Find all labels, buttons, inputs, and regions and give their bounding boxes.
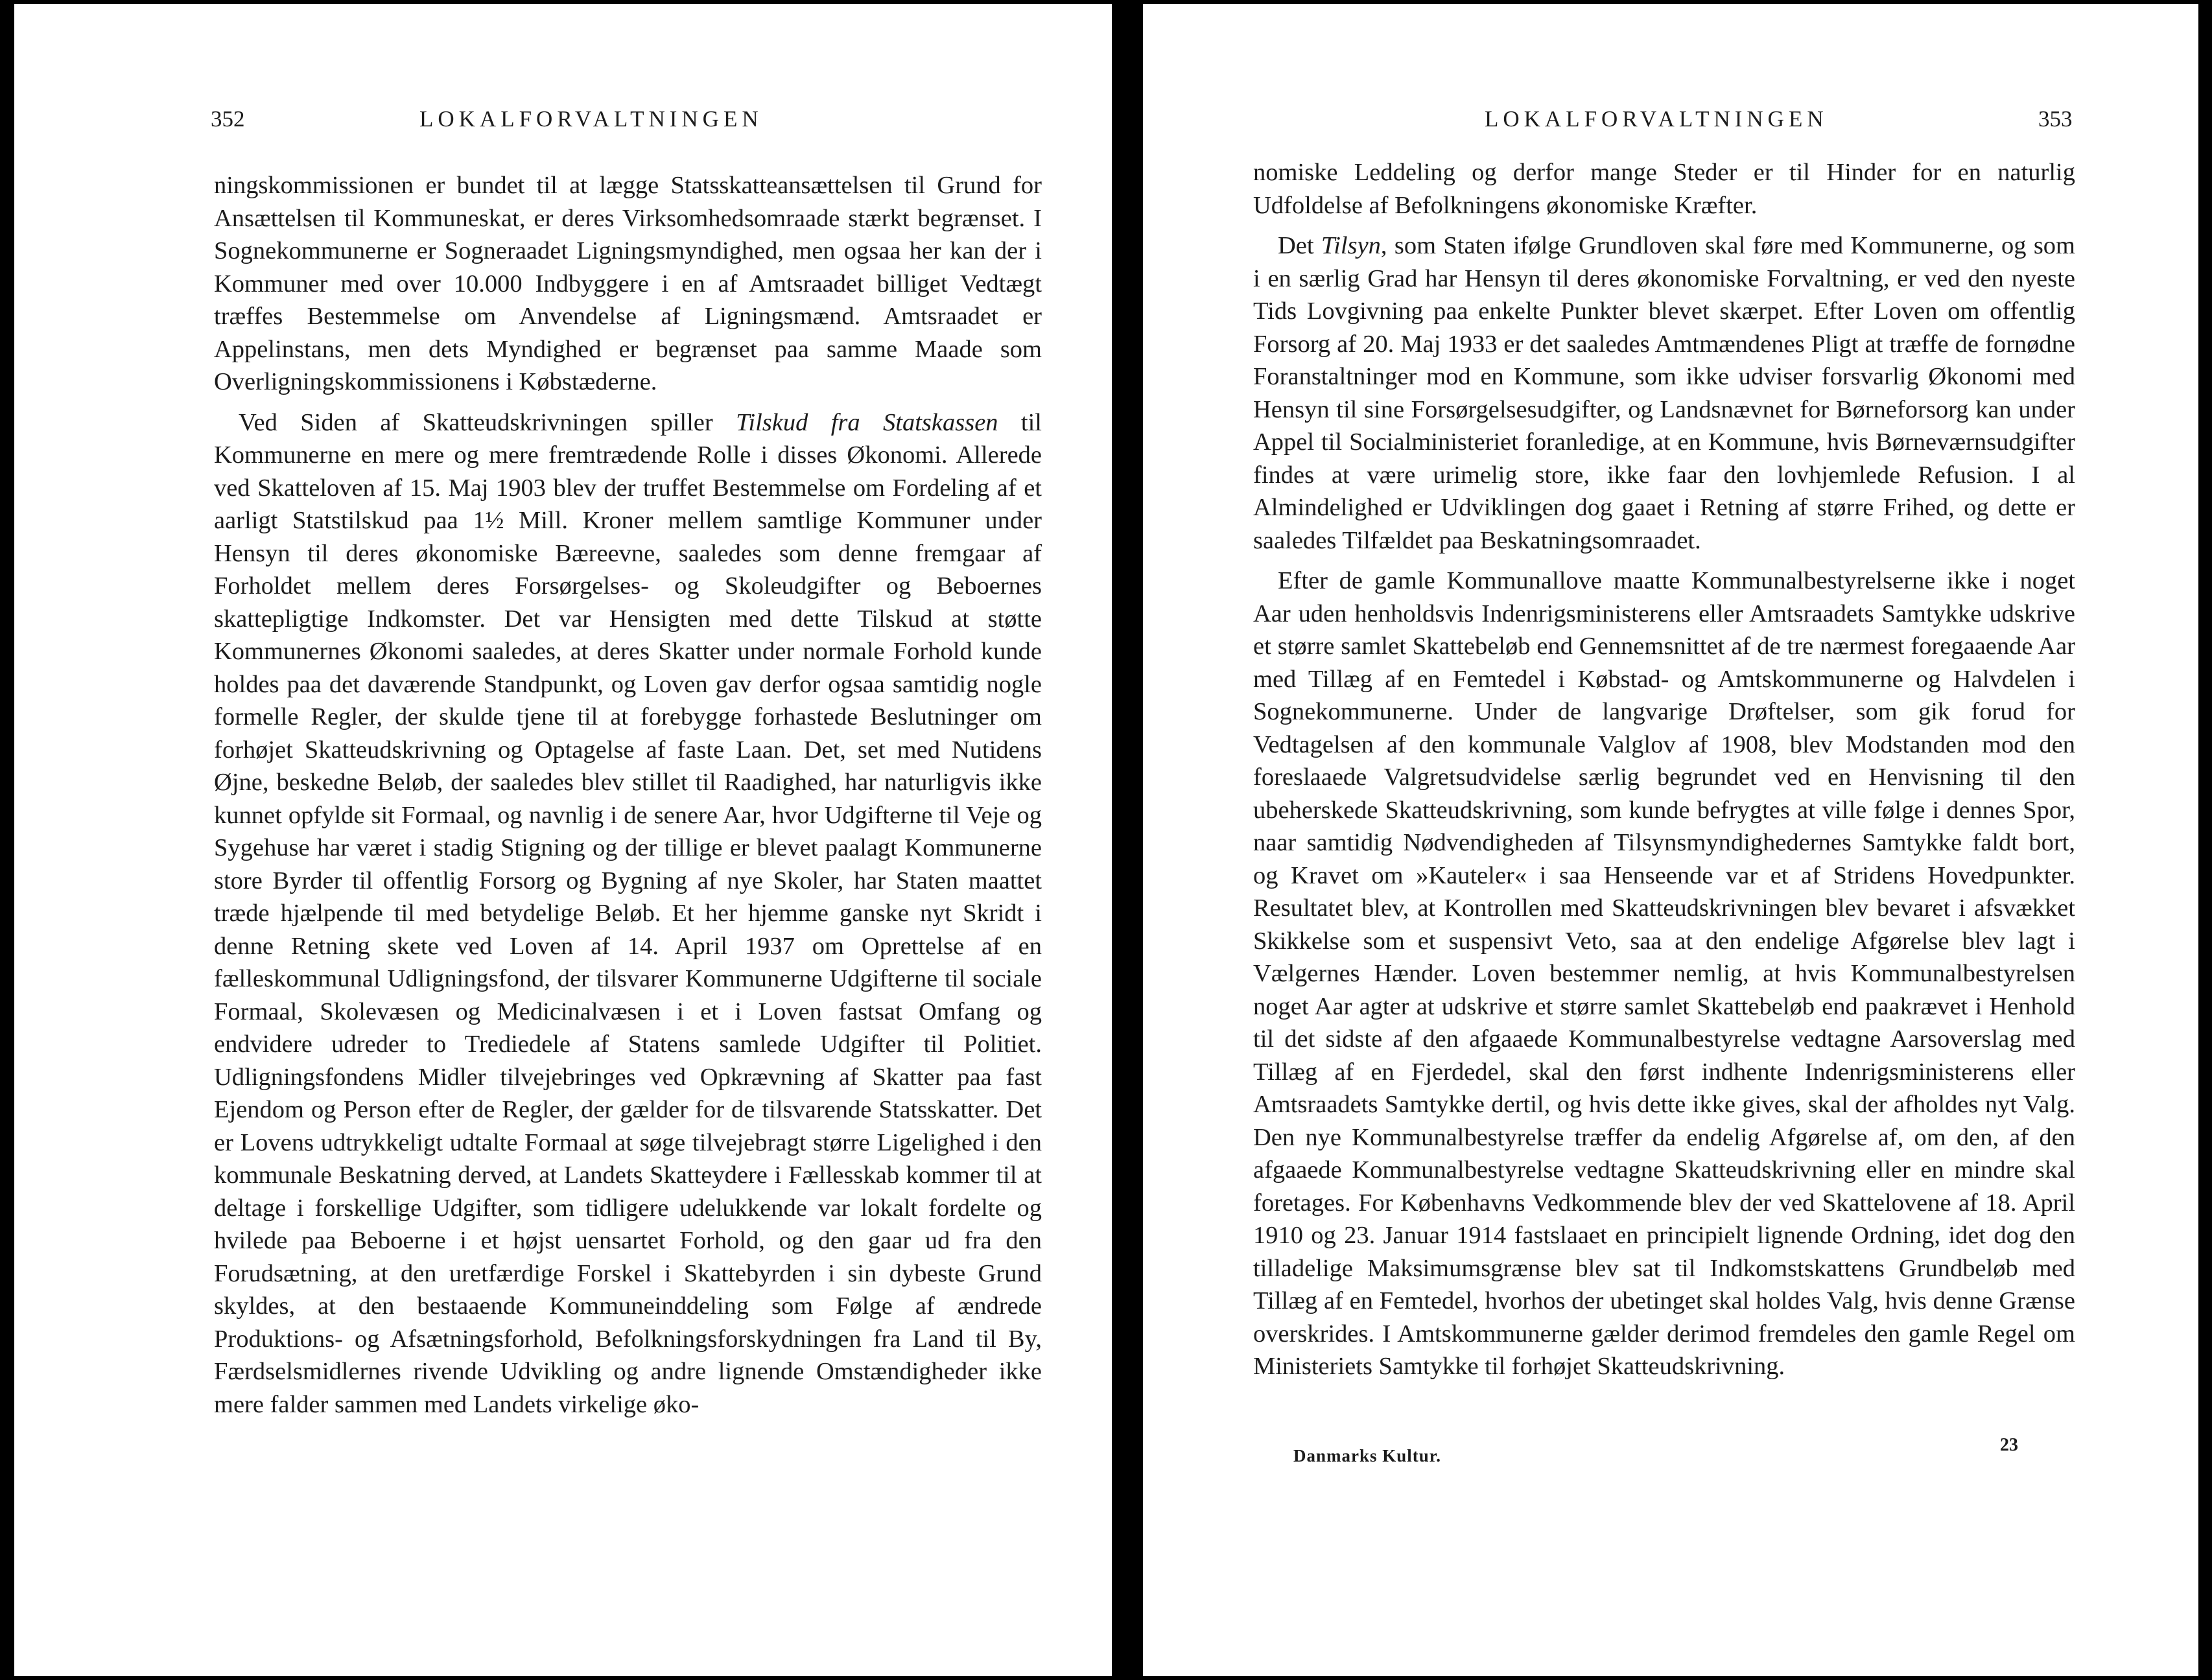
running-head: LOKALFORVALTNINGEN bbox=[419, 106, 763, 132]
sheet-signature: Danmarks Kultur. bbox=[1293, 1446, 1442, 1465]
paragraph-start: Ved Siden af Skatteudskrivningen spiller bbox=[239, 408, 736, 436]
paragraph: ningskommissionen er bundet til at lægge Statsskatteansættelsen til Grund for Ansættelsen til Kommuneskat, er deres Virksomhedsomraade stærkt begrænset. I Sognekommunerne er Sogneraadet Ligningsmyndighed, men ogsaa her kan der i Kommuner med over 10.000 Indbyggere i en af Amtsraadet billiget Vedtægt træffes Bestemmelse om Anvendelse af Ligningsmænd. Amtsraadet er Appelinstans, men dets Myndighed er begrænset paa samme Maade som Overligningskommissionens i Købstæderne. bbox=[214, 172, 1042, 395]
paragraph-rest: til Kommunerne en mere og mere fremtrædende Rolle i disses Økonomi. Allerede ved Skatteloven af 15. Maj 1903 blev der truffet Bestemmelse om Fordeling af et aarligt Statstilskud paa 1½ Mill. Kroner mellem samtlige Kommuner under Hensyn til deres økonomiske Bæreevne, saaledes som denne fremgaar af Forholdet mellem deres Forsørgelses- og Skoleudgifter og Beboernes skattepligtige Indkomster. Det var Hensigten med dette Tilskud at støtte Kommunernes Økonomi saaledes, at deres Skatter under normale Forhold kunde holdes paa det daværende Standpunkt, og Loven gav derfor ogsaa samtidig nogle formelle Regler, der skulde tjene til at forebygge forhastede Beslutninger om forhøjet Skatteudskrivning og Optagelse af faste Laan. Det, set med Nutidens Øjne, beskedne Beløb, der saaledes blev stillet til Raadighed, har naturligvis ikke kunnet opfylde sit Formaal, og navnlig i de senere Aar, hvor Udgifterne til Veje og Sygehuse har været i stadig Stigning og der tillige er blevet paalagt Kommunerne store Byrder til offentlig Forsorg og Bygning af nye Skoler, har Staten maattet træde hjælpende til med betydelige Beløb. Et her hjemme ganske nyt Skridt i denne Retning skete ved Loven af 14. April 1937 om Oprettelse af en fælleskommunal Udligningsfond, der tilsvarer Kommunerne Udgifterne til sociale Formaal, Skolevæsen og Medicinalvæsen i et i Loven fastsat Omfang og endvidere udreder to Trediedele af Statens samlede Udgifter til Politiet. Udligningsfondens Midler tilvejebringes ved Opkrævning af Skatter paa fast Ejendom og Person efter de Regler, der gælder for de tilsvarende Statsskatter. Det er Lovens udtrykkeligt udtalte Formaal at søge tilvejebragt større Ligelighed i den kommunale Beskatning derved, at Landets Skatteydere i Fællesskab kommer til at deltage i forskellige Udgifter, som tidligere udelukkende var lokalt fordelte og hvilede paa Beboerne i et højst uensartet Forhold, og den gaar ud fra den Forudsætning, at den uretfærdige Forskel i Skattebyrden i sin dybeste Grund skyldes, at den bestaaende Kommuneinddeling som Følge af ændrede Produktions- og Afsætningsforhold, Befolkningsforskydningen fra Land til By, Færdselsmidlernes rivende Udvikling og andre lignende Omstændigheder ikke mere falder sammen med Landets virkelige øko- bbox=[214, 408, 1042, 1418]
page-number: 353 bbox=[2038, 106, 2073, 132]
running-head: LOKALFORVALTNINGEN bbox=[1485, 106, 1828, 132]
right-page bbox=[1143, 4, 2198, 1676]
paragraph bbox=[1253, 229, 2075, 557]
body-text bbox=[1253, 156, 2075, 1391]
italic-term: Tilskud fra Statskassen bbox=[736, 408, 998, 436]
paragraph bbox=[214, 406, 1042, 1421]
paragraph-rest: , som Staten ifølge Grundloven skal føre med Kommunerne, og som i en særlig Grad har Hensyn til deres økonomiske Forvaltning, er ved den nyeste Tids Lovgivning paa enkelte Punkter blevet skærpet. Efter Loven om offentlig Forsorg af 20. Maj 1933 er det saaledes Amtmændenes Pligt at træffe de fornødne Foranstaltninger mod en Kommune, som ikke udviser forsvarlig Økonomi med Hensyn til sine Forsørgelsesudgifter, og Landsnævnet for Børneforsorg kan under Appel til Socialministeriet foranledige, at en Kommune, hvis Børneværnsudgifter findes at være urimelig store, ikke faar den lovhjemlede Refusion. I al Almindelighed er Udviklingen dog gaaet i Retning af større Frihed, og dette er saaledes Tilfældet paa Beskatningsomraadet. bbox=[1253, 232, 2076, 554]
italic-term: Tilsyn bbox=[1321, 232, 1381, 259]
paragraph: nomiske Leddeling og derfor mange Steder er til Hinder for en naturlig Udfoldelse af Befolkningens økonomiske Kræfter. bbox=[1253, 159, 2075, 219]
left-page bbox=[14, 4, 1112, 1676]
paragraph: Efter de gamle Kommunallove maatte Kommunalbestyrelserne ikke i noget Aar uden henholdsvis Indenrigsministerens eller Amtsraadets Samtykke udskrive et større samlet Skattebeløb end Gennemsnittet af de tre nærmest foregaaende Aar med Tillæg af en Femtedel i Købstad- og Amtskommunerne og Halvdelen i Sognekommunerne. Under de langvarige Drøftelser, som gik forud for Vedtagelsen af den kommunale Valglov af 1908, blev Modstanden mod den foreslaaede Valgretsudvidelse særlig begrundet ved en Henvisning til den ubeherskede Skatteudskrivning, som kunde befrygtes at ville følge i dennes Spor, naar samtidig Nødvendigheden af Tilsynsmyndighedernes Samtykke faldt bort, og Kravet om »Kauteler« i saa Henseende var et af Stridens Hovedpunkter. Resultatet blev, at Kontrollen med Skatteudskrivningen blev bevaret i afsvækket Skikkelse som et suspensivt Veto, saa at den endelige Afgørelse blev lagt i Vælgernes Hænder. Loven bestemmer nemlig, at hvis Kommunalbestyrelsen noget Aar agter at udskrive et større samlet Skattebeløb end paakrævet i Henhold til det sidste af den afgaaede Kommunalbestyrelse vedtagne Aarsoverslag med Tillæg af en Fjerdedel, skal den først indhente Indenrigsministerens eller Amtsraadets Samtykke dertil, og hvis dette ikke gives, skal der afholdes nyt Valg. Den nye Kommunalbestyrelse træffer da endelig Afgørelse af, om den, af den afgaaede Kommunalbestyrelse vedtagne Skatteudskrivning eller en mindre skal foretages. For Københavns Vedkommende blev der ved Skattelovene af 18. April 1910 og 23. Januar 1914 fastslaaet en principielt lignende Ordning, idet dog den tilladelige Maksimumsgrænse blev sat til Indkomstskattens Grundbeløb med Tillæg af en Femtedel, hvorhos der ubetinget skal holdes Valg, hvis denne Grænse overskrides. I Amtskommunerne gælder derimod fremdeles den gamle Regel om Ministeriets Samtykke til forhøjet Skatteudskrivning. bbox=[1253, 567, 2075, 1380]
paragraph-start: Det bbox=[1278, 232, 1321, 259]
page-number: 352 bbox=[211, 106, 245, 132]
sheet-number: 23 bbox=[2000, 1435, 2018, 1455]
body-text bbox=[214, 169, 1042, 1429]
